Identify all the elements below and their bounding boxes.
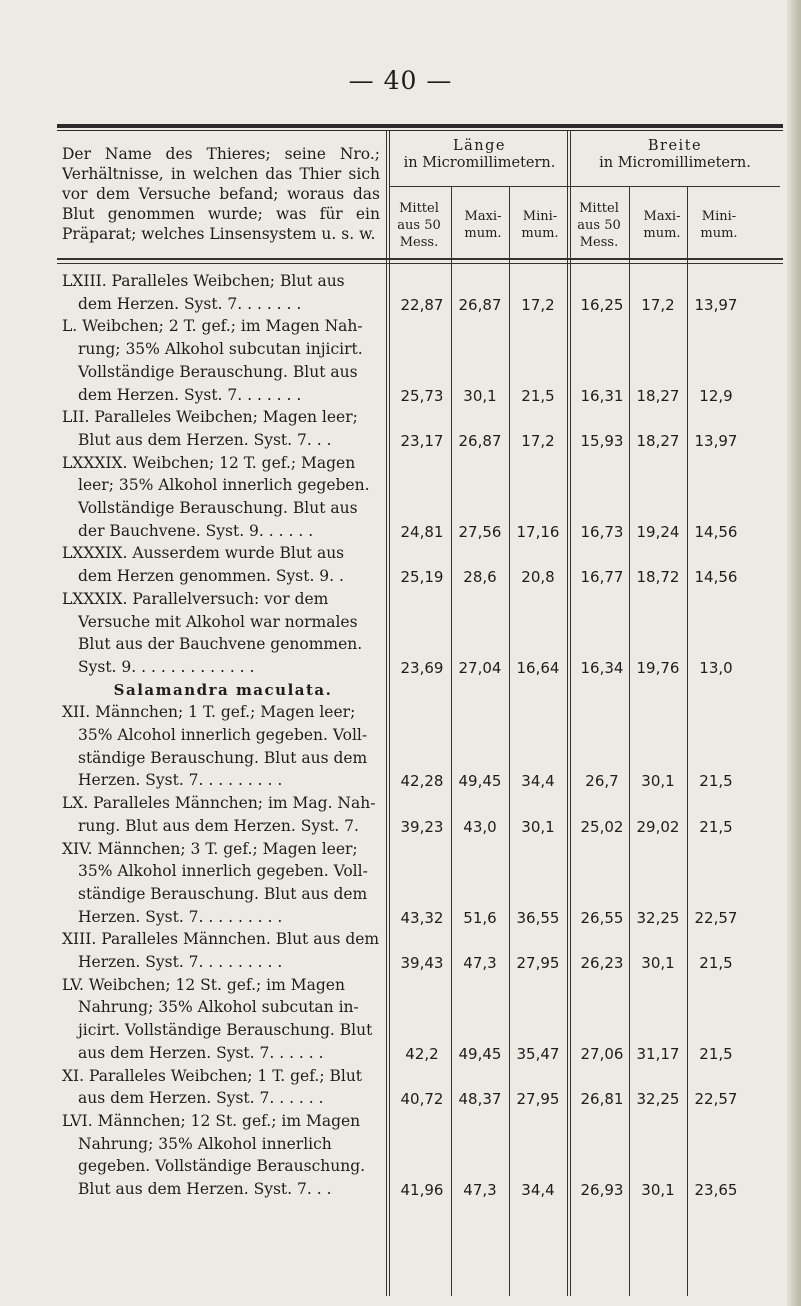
row-text-line: Blut aus dem Herzen. Syst. 7. . . [78, 430, 332, 449]
row-value: 22,87 [400, 295, 444, 314]
row-text-line: gegeben. Vollständige Berauschung. [78, 1157, 366, 1176]
row-value: 48,37 [458, 1090, 502, 1109]
row-text-line: XI. Paralleles Weibchen; 1 T. gef.; Blut [62, 1066, 363, 1085]
row-value: 39,23 [400, 817, 444, 836]
row-value: 49,45 [458, 1044, 502, 1063]
row-value: 27,95 [516, 1090, 560, 1109]
row-value: 21,5 [699, 772, 733, 791]
row-text-line: XIII. Paralleles Männchen. Blut aus dem [62, 930, 380, 949]
row-value: 16,25 [580, 295, 624, 314]
header-description: Der Name des Thieres; seine Nro.; Verhältnisse, in welchen das Thier sich vor dem Versuche befand; woraus das Blut genommen wurde; was für ein Präparat; welches Linsensystem u. s. w. [62, 145, 380, 243]
row-value: 23,69 [400, 658, 444, 677]
row-text-line: 35% Alcohol innerlich gegeben. Voll- [78, 726, 368, 744]
row-text-line: Nahrung; 35% Alkohol innerlich [78, 1134, 332, 1153]
row-value: 17,2 [521, 295, 555, 314]
row-text-line: Vollständige Berauschung. Blut aus [78, 362, 358, 381]
row-text-line: ständige Berauschung. Blut aus dem [78, 884, 368, 903]
row-value: 23,65 [694, 1181, 738, 1199]
row-value: 15,93 [580, 431, 624, 450]
table-row-description [62, 270, 384, 315]
row-value: 26,81 [580, 1090, 624, 1109]
row-value: 17,2 [521, 431, 555, 450]
row-value: 30,1 [641, 1181, 675, 1199]
row-value: 16,64 [516, 658, 560, 677]
row-text-line: LII. Paralleles Weibchen; Magen leer; [62, 408, 358, 427]
row-value: 19,24 [636, 522, 680, 541]
row-value: 18,27 [636, 431, 680, 450]
row-text-line: Blut aus dem Herzen. Syst. 7. . . [78, 1180, 332, 1198]
row-value: 14,56 [694, 568, 738, 587]
row-value: 16,77 [580, 568, 624, 587]
row-value: 47,3 [463, 1181, 497, 1199]
row-text-line: Herzen. Syst. 7. . . . . . . . . [78, 771, 283, 790]
row-value: 13,97 [694, 295, 738, 314]
row-value: 21,5 [699, 817, 733, 836]
col-rule-5 [629, 186, 630, 1296]
table-row-description [62, 1110, 384, 1201]
table-row-description [62, 542, 384, 587]
row-value: 14,56 [694, 522, 738, 541]
row-text-line: LX. Paralleles Männchen; im Mag. Nah- [62, 794, 376, 813]
row-value: 13,0 [699, 658, 733, 677]
length-group-header [389, 138, 570, 172]
table-row-description [62, 406, 384, 451]
row-text-line: LXIII. Paralleles Weibchen; Blut aus [62, 272, 345, 290]
row-value: 21,5 [699, 1044, 733, 1063]
row-value: 25,02 [580, 817, 624, 836]
row-value: 26,23 [580, 954, 624, 972]
row-value: 27,56 [458, 522, 502, 541]
row-text-line: ständige Berauschung. Blut aus dem [78, 748, 368, 767]
row-text-line: LXXXIX. Weibchen; 12 T. gef.; Magen [62, 453, 356, 472]
row-value: 16,34 [580, 658, 624, 677]
row-value: 18,72 [636, 568, 680, 587]
width-group-header [570, 138, 780, 172]
row-value: 24,81 [400, 522, 444, 541]
row-text-line: Herzen. Syst. 7. . . . . . . . . [78, 907, 283, 926]
row-value: 36,55 [516, 908, 560, 927]
row-value: 26,93 [580, 1181, 624, 1199]
row-value: 26,7 [585, 772, 619, 791]
row-text-line: Vollständige Berauschung. Blut aus [78, 499, 358, 517]
row-value: 43,0 [463, 817, 497, 836]
header-bottom-thin-rule [57, 263, 783, 264]
table-row-description [62, 315, 384, 406]
row-value: 30,1 [521, 817, 555, 836]
row-value: 40,72 [400, 1090, 444, 1109]
row-value: 30,1 [641, 954, 675, 972]
row-value: 25,73 [400, 386, 444, 405]
header-bottom-rule [57, 258, 783, 260]
row-text-line: Blut aus der Bauchvene genommen. [78, 635, 363, 654]
length-group-unit: in Micromillimetern. [403, 155, 556, 171]
col-rule-6 [687, 186, 688, 1296]
row-value: 21,5 [699, 954, 733, 972]
row-value: 35,47 [516, 1044, 560, 1063]
row-value: 17,16 [516, 522, 560, 541]
row-value: 16,73 [580, 522, 624, 541]
table-row-description [62, 838, 384, 929]
row-value: 18,27 [636, 386, 680, 405]
row-value: 30,1 [463, 386, 497, 405]
row-text-line: LV. Weibchen; 12 St. gef.; im Magen [62, 975, 345, 994]
row-text-line: dem Herzen. Syst. 7. . . . . . . [78, 385, 302, 404]
row-value: 34,4 [521, 1181, 555, 1199]
row-value: 19,76 [636, 658, 680, 677]
row-value: 26,55 [580, 908, 624, 927]
row-value: 31,17 [636, 1044, 680, 1063]
row-value: 30,1 [641, 772, 675, 791]
row-value: 51,6 [463, 908, 497, 927]
col-rule-3 [509, 186, 510, 1296]
row-text-line: LVI. Männchen; 12 St. gef.; im Magen [62, 1111, 361, 1130]
width-group-title: Breite [647, 138, 703, 154]
row-value: 42,2 [405, 1044, 439, 1063]
row-value: 16,31 [580, 386, 624, 405]
row-value: 20,8 [521, 568, 555, 587]
row-text-line: rung. Blut aus dem Herzen. Syst. 7. [78, 816, 359, 835]
table-row-description [62, 1065, 384, 1110]
row-value: 28,6 [463, 568, 497, 587]
table-top-rule [57, 124, 783, 128]
row-text-line: L. Weibchen; 2 T. gef.; im Magen Nah- [62, 317, 363, 336]
species-heading: Salamandra maculata. [113, 680, 333, 699]
width-group-unit: in Micromillimetern. [599, 155, 751, 171]
table-row-description [62, 974, 384, 1065]
col-header-width-max: Maxi- mum. [643, 209, 681, 241]
row-text-line: jicirt. Vollständige Berauschung. Blut [78, 1021, 373, 1040]
table-row-description [62, 679, 384, 793]
row-value: 34,4 [521, 772, 555, 791]
row-value: 22,57 [694, 908, 738, 927]
row-value: 39,43 [400, 954, 444, 972]
table-row-description [62, 452, 384, 543]
col-rule-2 [451, 186, 452, 1296]
table-row-description [62, 588, 384, 679]
row-text-line: leer; 35% Alkohol innerlich gegeben. [78, 476, 370, 495]
header-subdivider [389, 186, 780, 187]
row-value: 21,5 [521, 386, 555, 405]
row-value: 27,95 [516, 954, 560, 972]
row-text-line: aus dem Herzen. Syst. 7. . . . . . [78, 1043, 324, 1062]
row-text-line: Nahrung; 35% Alkohol subcutan in- [78, 998, 359, 1017]
row-text-line: dem Herzen. Syst. 7. . . . . . . [78, 294, 302, 313]
row-text-line: der Bauchvene. Syst. 9. . . . . . [78, 521, 314, 540]
row-text-line: Syst. 9. . . . . . . . . . . . . [78, 657, 255, 676]
row-text-line: XIV. Männchen; 3 T. gef.; Magen leer; [62, 839, 358, 858]
table-row-description [62, 792, 384, 837]
row-text-line: 35% Alkohol innerlich gegeben. Voll- [78, 862, 368, 881]
table-top-thin-rule [57, 130, 783, 131]
page-number: — 40 — [348, 66, 453, 95]
row-value: 32,25 [636, 908, 680, 927]
row-value: 27,04 [458, 658, 502, 677]
row-value: 27,06 [580, 1044, 624, 1063]
row-value: 22,57 [694, 1090, 738, 1109]
page-edge-shadow [787, 0, 801, 1306]
col-header-width-min: Mini- mum. [700, 209, 738, 241]
row-text-line: LXXXIX. Parallelversuch: vor dem [62, 589, 329, 608]
row-text-line: Versuche mit Alkohol war normales [78, 612, 358, 631]
row-value: 12,9 [699, 386, 733, 405]
row-value: 26,87 [458, 295, 502, 314]
row-value: 13,97 [694, 431, 738, 450]
row-value: 43,32 [400, 908, 444, 927]
col-header-length-mean: Mittel aus 50 Mess. [397, 201, 441, 250]
row-value: 29,02 [636, 817, 680, 836]
row-value: 41,96 [400, 1181, 444, 1199]
col-header-length-max: Maxi- mum. [464, 209, 502, 241]
col-header-width-mean: Mittel aus 50 Mess. [577, 201, 621, 250]
row-value: 17,2 [641, 295, 675, 314]
length-group-title: Länge [453, 138, 506, 154]
row-text-line: rung; 35% Alkohol subcutan injicirt. [78, 340, 363, 359]
row-value: 49,45 [458, 772, 502, 791]
row-value: 25,19 [400, 568, 444, 587]
row-text-line: dem Herzen genommen. Syst. 9. . [78, 567, 344, 586]
col-header-length-min: Mini- mum. [521, 209, 559, 241]
row-value: 47,3 [463, 954, 497, 972]
row-text-line: LXXXIX. Ausserdem wurde Blut aus [62, 544, 345, 563]
row-value: 32,25 [636, 1090, 680, 1109]
row-value: 23,17 [400, 431, 444, 450]
row-text-line: Herzen. Syst. 7. . . . . . . . . [78, 953, 283, 971]
row-value: 26,87 [458, 431, 502, 450]
table-row-description [62, 928, 384, 973]
row-text-line: aus dem Herzen. Syst. 7. . . . . . [78, 1089, 324, 1108]
row-text-line: XII. Männchen; 1 T. gef.; Magen leer; [62, 703, 356, 722]
row-value: 42,28 [400, 772, 444, 791]
